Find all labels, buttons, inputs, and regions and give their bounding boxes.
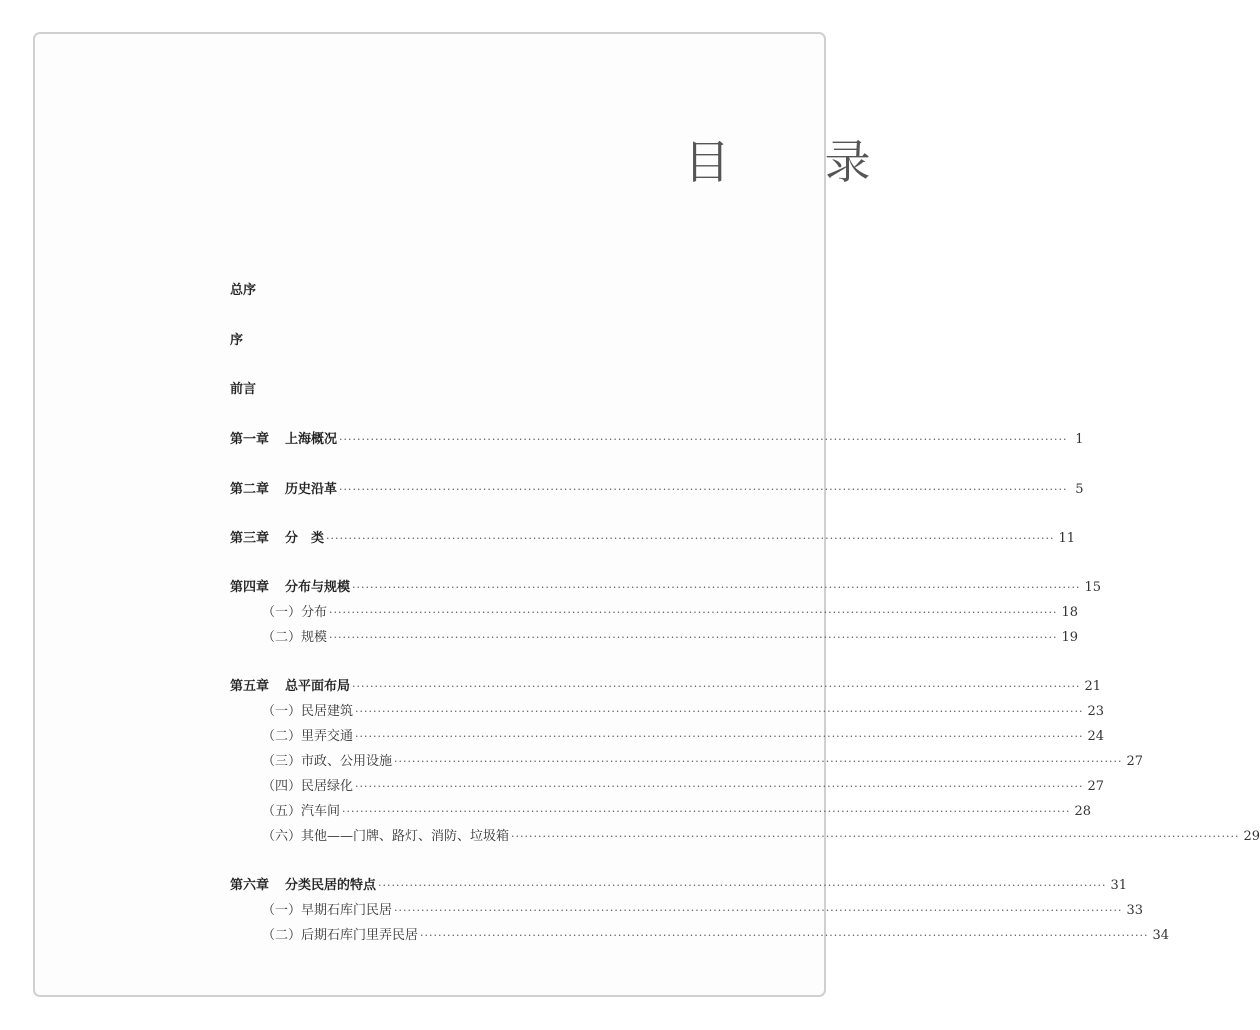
toc-dot-leader: [339, 481, 1067, 499]
toc-section-item[interactable]: [262, 629, 1079, 647]
toc-title: 目 录: [684, 135, 911, 189]
toc-chapter-title: 上海概况: [285, 432, 338, 447]
toc-section-title: （三）市政、公用设施: [262, 754, 393, 769]
toc-preface-label: 序: [230, 333, 244, 348]
toc-chapter-title: 历史沿革: [285, 482, 338, 497]
toc-page-number: 27: [1087, 779, 1105, 794]
toc-section-title: （五）汽车间: [262, 804, 341, 819]
toc-dot-leader: [355, 703, 1083, 721]
toc-section-item[interactable]: [262, 728, 1105, 746]
toc-section-item[interactable]: [262, 803, 1092, 821]
toc-chapter-item[interactable]: [230, 678, 1102, 696]
toc-chapter-number: 第五章: [230, 679, 270, 694]
toc-dot-leader: [329, 629, 1057, 647]
toc-dot-leader: [420, 927, 1148, 945]
toc-page-number: 31: [1110, 878, 1128, 893]
toc-dot-leader: [342, 803, 1070, 821]
toc-preface-item[interactable]: [230, 282, 813, 300]
toc-chapter-item[interactable]: [230, 579, 1102, 597]
toc-dot-leader: [355, 778, 1083, 796]
toc-chapter-title: 总平面布局: [285, 679, 351, 694]
toc-chapter-item[interactable]: [230, 431, 1084, 449]
toc-chapter-number: 第三章: [230, 531, 270, 546]
toc-page-number: 18: [1061, 605, 1079, 620]
toc-page-number: 23: [1087, 704, 1105, 719]
toc-chapter-number: 第二章: [230, 482, 270, 497]
toc-dot-leader: [511, 828, 1239, 846]
toc-dot-leader: [329, 604, 1057, 622]
toc-preface-label: 总序: [230, 283, 257, 298]
toc-page-number: 21: [1084, 679, 1102, 694]
toc-chapter-number: 第四章: [230, 580, 270, 595]
toc-section-item[interactable]: [262, 778, 1105, 796]
toc-section-title: （六）其他——门牌、路灯、消防、垃圾箱: [262, 829, 510, 844]
toc-page-number: 33: [1126, 903, 1144, 918]
toc-section-item[interactable]: [262, 703, 1105, 721]
toc-dot-leader: [339, 431, 1067, 449]
toc-page-number: 28: [1074, 804, 1092, 819]
toc-chapter-title: 分布与规模: [285, 580, 351, 595]
toc-preface-item[interactable]: [230, 332, 813, 350]
toc-dot-leader: [378, 877, 1106, 895]
toc-section-item[interactable]: [262, 828, 1260, 846]
toc-dot-leader: [355, 728, 1083, 746]
toc-chapter-item[interactable]: [230, 877, 1128, 895]
toc-chapter-item[interactable]: [230, 481, 1084, 499]
toc-preface-label: 前言: [230, 382, 257, 397]
toc-dot-leader: [352, 579, 1080, 597]
toc-preface-item[interactable]: [230, 381, 813, 399]
toc-chapter-item[interactable]: [230, 530, 1076, 548]
toc-section-item[interactable]: [262, 902, 1144, 920]
toc-page-number: 19: [1061, 630, 1079, 645]
toc-dot-leader: [352, 678, 1080, 696]
toc-chapter-title: 分类民居的特点: [285, 878, 377, 893]
toc-page-number: 27: [1126, 754, 1144, 769]
toc-section-title: （一）分布: [262, 605, 328, 620]
toc-section-item[interactable]: [262, 927, 1170, 945]
toc-dot-leader: [326, 530, 1054, 548]
toc-page-number: 29: [1243, 829, 1260, 844]
toc-section-title: （二）里弄交通: [262, 729, 354, 744]
toc-section-title: （四）民居绿化: [262, 779, 354, 794]
toc-chapter-number: 第六章: [230, 878, 270, 893]
toc-page-number: 11: [1058, 531, 1076, 546]
toc-dot-leader: [394, 753, 1122, 771]
toc-section-title: （二）后期石库门里弄民居: [262, 928, 419, 943]
toc-section-item[interactable]: [262, 753, 1144, 771]
toc-section-title: （一）民居建筑: [262, 704, 354, 719]
toc-chapter-number: 第一章: [230, 432, 270, 447]
toc-page-number: 24: [1087, 729, 1105, 744]
toc-page-number: 1: [1075, 432, 1084, 447]
toc-section-title: （二）规模: [262, 630, 328, 645]
toc-page-number: 34: [1152, 928, 1170, 943]
toc-chapter-title: 分 类: [285, 531, 325, 546]
toc-dot-leader: [394, 902, 1122, 920]
toc-section-title: （一）早期石库门民居: [262, 903, 393, 918]
toc-page-number: 5: [1075, 482, 1084, 497]
toc-page-number: 15: [1084, 580, 1102, 595]
toc-section-item[interactable]: [262, 604, 1079, 622]
